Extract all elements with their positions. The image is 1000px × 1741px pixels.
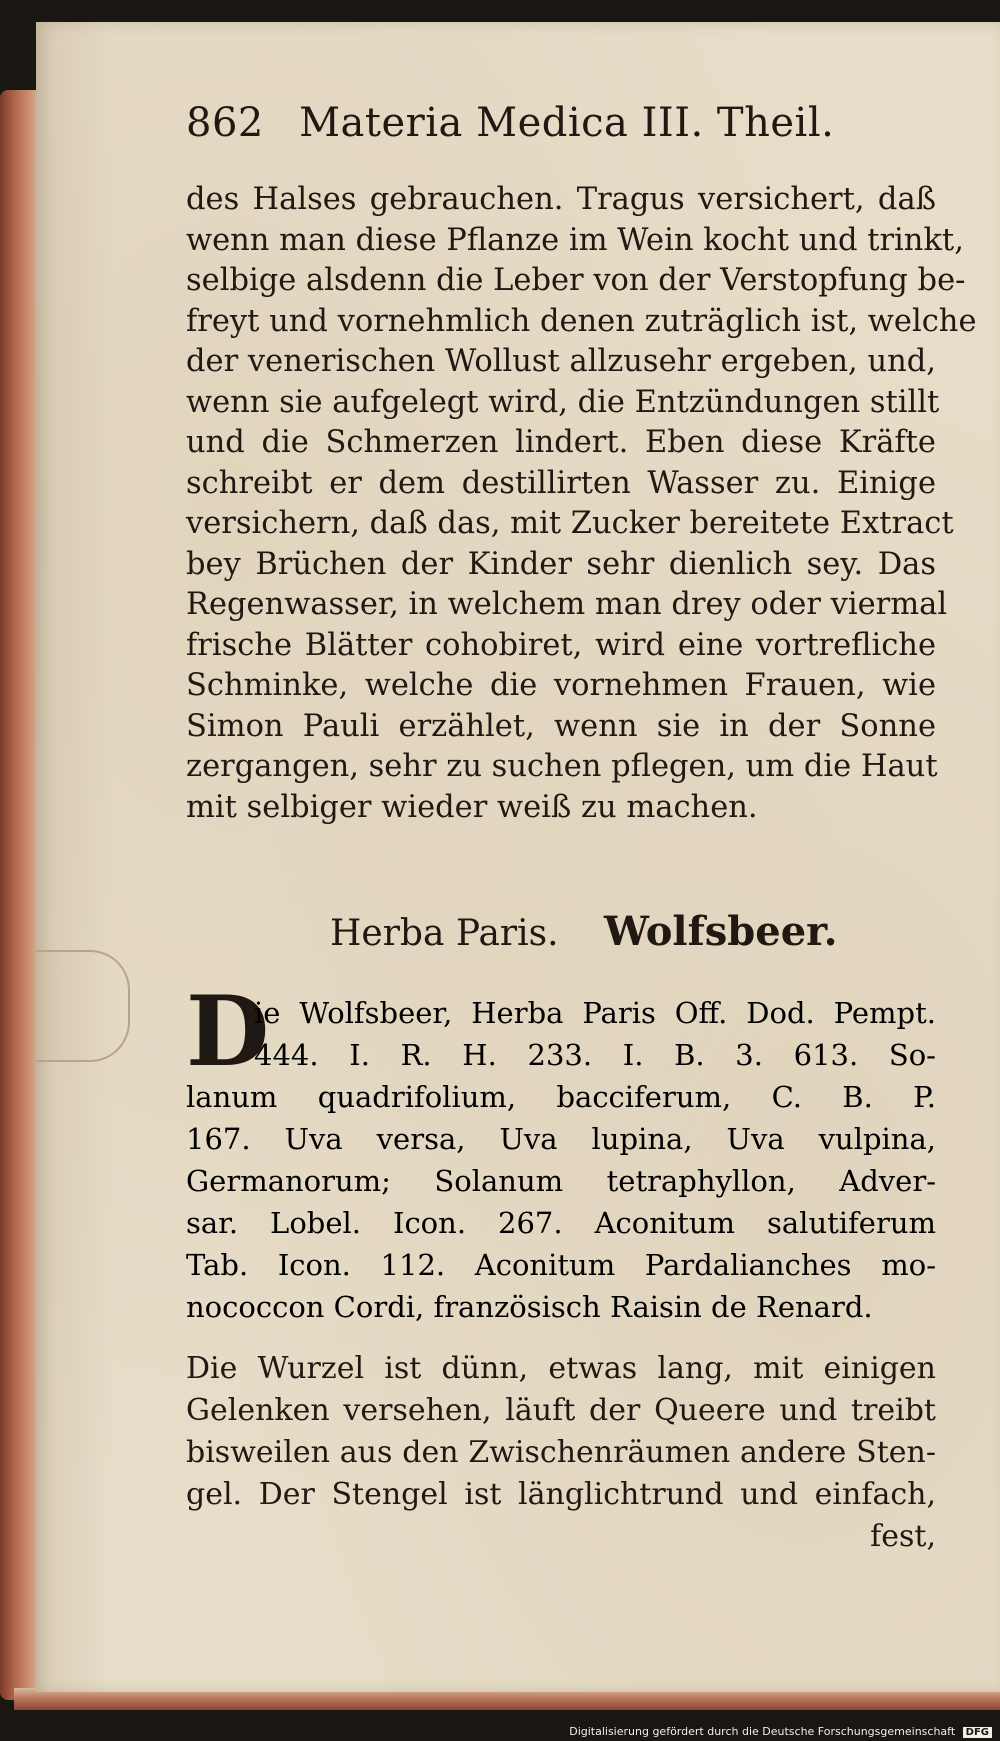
text-line: freyt und vornehmlich denen zuträglich ist, welche bbox=[186, 303, 977, 339]
section-heading-latin: Herba Paris. bbox=[330, 913, 559, 954]
credit-text: Digitalisierung gefördert durch die Deutsche Forschungsgemeinschaft bbox=[569, 1725, 956, 1738]
page-tab-marker bbox=[36, 950, 130, 1062]
text-line: Gelenken versehen, läuft der Queere und treibt bbox=[186, 1393, 936, 1428]
text-line: mit selbiger wieder weiß zu machen. bbox=[186, 789, 758, 825]
text-line: ie Wolfsbeer, Herba Paris Off. Dod. Pempt. bbox=[254, 996, 936, 1030]
text-line: Germanorum; Solanum tetraphyllon, Adver- bbox=[186, 1164, 936, 1198]
text-line: 167. Uva versa, Uva lupina, Uva vulpina, bbox=[186, 1122, 936, 1156]
digitization-credit bbox=[569, 1725, 992, 1738]
running-title: Materia Medica III. Theil. bbox=[299, 100, 835, 146]
page-edge-left bbox=[0, 90, 40, 1700]
text-line: des Halses gebrauchen. Tragus versichert, daß bbox=[186, 182, 936, 217]
paragraph-3 bbox=[186, 1348, 946, 1558]
page-number: 862 bbox=[186, 100, 264, 146]
catchword: fest, bbox=[870, 1519, 936, 1554]
text-line: lanum quadrifolium, bacciferum, C. B. P. bbox=[186, 1080, 936, 1114]
section-heading-german: Wolfsbeer. bbox=[604, 908, 838, 955]
text-line: der venerischen Wollust allzusehr ergeben, und, bbox=[186, 344, 936, 379]
text-line: Simon Pauli erzählet, wenn sie in der Sonne bbox=[186, 708, 936, 744]
text-line: sar. Lobel. Icon. 267. Aconitum salutiferum bbox=[186, 1206, 936, 1240]
text-line: Regenwasser, in welchem man drey oder viermal bbox=[186, 587, 948, 622]
paragraph-2 bbox=[186, 975, 936, 1328]
section-heading bbox=[330, 908, 890, 955]
text-line: bisweilen aus den Zwischenräumen andere Sten- bbox=[186, 1435, 936, 1470]
text-line: nococcon Cordi, französisch Raisin de Renard. bbox=[186, 1290, 873, 1324]
text-line: und die Schmerzen lindert. Eben diese Kräfte bbox=[186, 425, 936, 460]
text-line: versichern, daß das, mit Zucker bereitete Extract bbox=[186, 506, 954, 541]
text-line: 444. I. R. H. 233. I. B. 3. 613. So- bbox=[254, 1038, 936, 1072]
drop-cap: D bbox=[186, 975, 270, 1088]
paragraph-1 bbox=[186, 180, 977, 828]
text-line: zergangen, sehr zu suchen pflegen, um die Haut bbox=[186, 749, 938, 784]
running-header bbox=[186, 100, 946, 146]
text-line: wenn sie aufgelegt wird, die Entzündungen stillt bbox=[186, 384, 940, 420]
text-line: Tab. Icon. 112. Aconitum Pardalianches mo- bbox=[186, 1248, 936, 1282]
text-line: wenn man diese Pflanze im Wein kocht und trinkt, bbox=[186, 222, 964, 258]
text-line: Schminke, welche die vornehmen Frauen, wie bbox=[186, 668, 936, 703]
dfg-logo: DFG bbox=[963, 1727, 992, 1738]
text-line: gel. Der Stengel ist länglichtrund und einfach, bbox=[186, 1477, 936, 1512]
text-line: Die Wurzel ist dünn, etwas lang, mit einigen bbox=[186, 1351, 936, 1386]
text-line: schreibt er dem destillirten Wasser zu. Einige bbox=[186, 465, 936, 501]
text-line: frische Blätter cohobiret, wird eine vortrefliche bbox=[186, 627, 936, 663]
text-line: bey Brüchen der Kinder sehr dienlich sey. Das bbox=[186, 546, 936, 582]
text-line: selbige alsdenn die Leber von der Verstopfung be- bbox=[186, 263, 966, 298]
